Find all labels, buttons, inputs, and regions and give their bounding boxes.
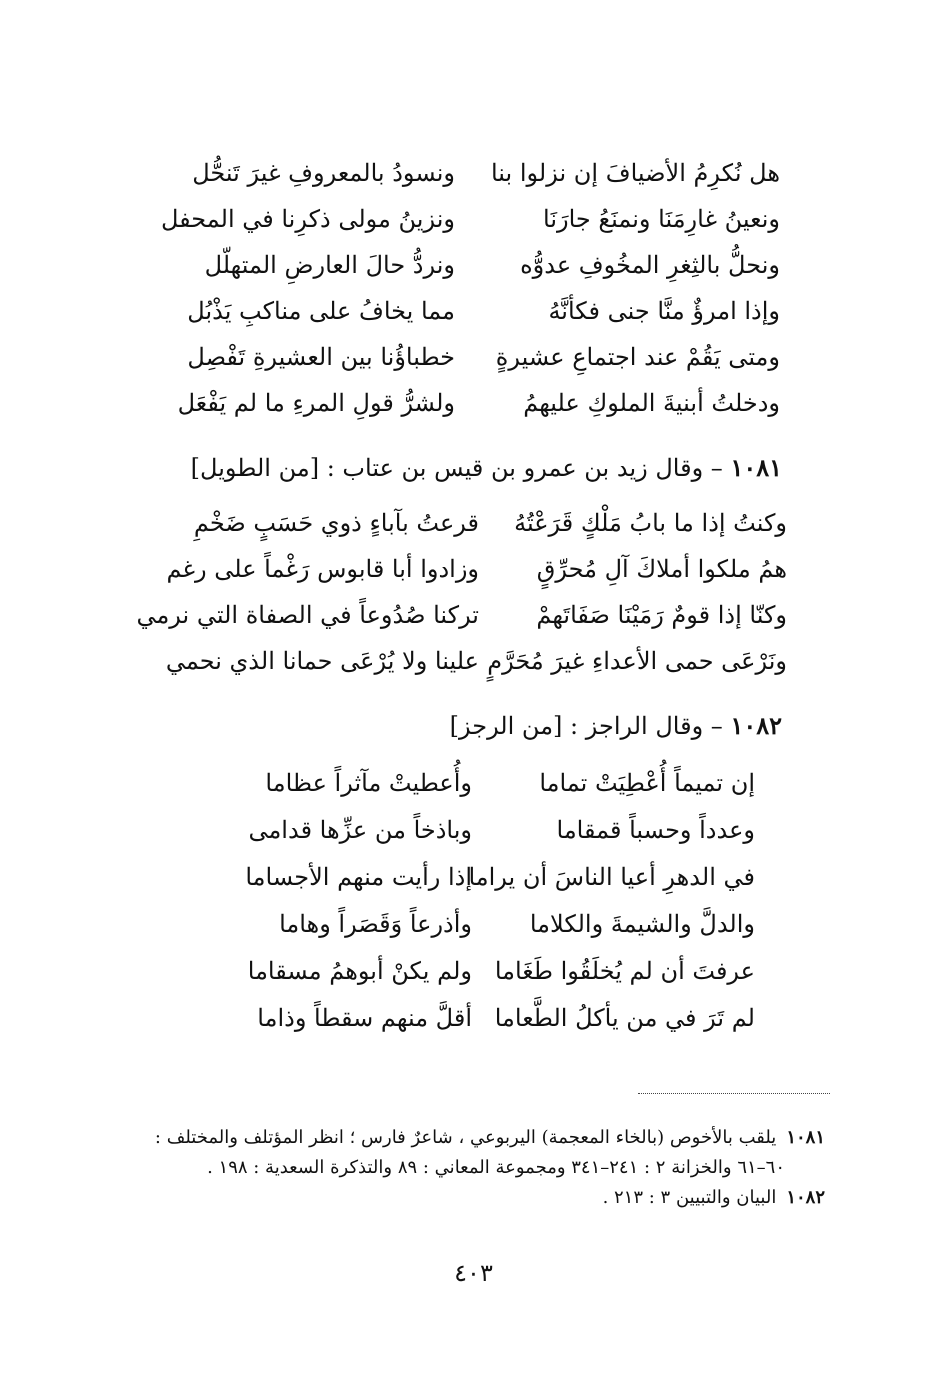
first-hemistich: وإذا امرؤٌ منَّا جنى فكأنَّهُ: [548, 297, 780, 325]
second-hemistich: ونزينُ مولى ذكرِنا في المحفل: [160, 205, 455, 233]
first-hemistich: وكنتُ إذا ما بابُ مَلْكٍ قَرَعْتُهُ: [514, 509, 787, 537]
first-hemistich: لم تَرَ في من يأكلُ الطَّعاما: [494, 1004, 755, 1032]
second-hemistich: ونسودُ بالمعروفِ غيرَ تَنحُّل: [192, 159, 455, 187]
first-hemistich: إن تميماً أُعْطِيَتْ تماما: [539, 769, 755, 797]
page-number: ٤٠٣: [454, 1259, 493, 1287]
verse-line: [136, 592, 787, 638]
verse-line: [187, 334, 780, 380]
verse-line: [177, 380, 780, 426]
footnote-1081: [115, 1123, 825, 1153]
second-hemistich: ولشرُّ قولِ المرءِ ما لم يَفْعَل: [177, 389, 455, 417]
first-hemistich: وعدداً وحسباً قمقاما: [556, 816, 755, 844]
second-hemistich: وأُعطيتْ مآثراً عظاما: [265, 769, 472, 797]
poem-1: [160, 150, 780, 426]
verse-line: [166, 546, 787, 592]
first-hemistich: في الدهرِ أعيا الناسَ أن يراما: [468, 863, 755, 891]
verse-line: [230, 760, 755, 807]
footnote-text: يلقب بالأخوص (بالخاء المعجمة) اليربوعي ، شاعرٌ فارس ؛ انظر المؤتلف والمختلف :: [154, 1127, 777, 1148]
verse-line: [160, 196, 780, 242]
footnote-number: ١٠٨٢: [786, 1187, 825, 1208]
footnote-number: ١٠٨١: [786, 1127, 825, 1148]
verse-line: [165, 638, 787, 684]
second-hemistich: وزادوا أبا قابوس رَغْماً على رغم: [166, 555, 479, 583]
footnote-text-continuation: ٦٠–٦١ والخزانة ٢ : ٢٤١–٣٤١ ومجموعة المعاني : ٨٩ والتذكرة السعدية : ١٩٨ .: [207, 1157, 785, 1178]
verse-line: [187, 288, 780, 334]
footnote-1082: [115, 1183, 825, 1213]
verse-line: [230, 901, 755, 948]
footnote-1081-continuation: [115, 1153, 825, 1183]
first-hemistich: ونَرْعَى حمى الأعداءِ غيرَ مُحَرَّمٍ: [487, 647, 787, 675]
first-hemistich: والدلَّ والشيمةَ والكلاما: [529, 910, 755, 938]
second-hemistich: أقلَّ منهم سقطاً وذاما: [257, 1004, 472, 1032]
section-heading-1082: [450, 706, 782, 746]
verse-line: [230, 995, 755, 1042]
second-hemistich: قرعتُ بآباءٍ ذوي حَسَبٍ ضَخْمِ: [193, 509, 479, 537]
second-hemistich: وباذخاً من عزِّها قدامى: [248, 816, 472, 844]
poem-2: [136, 500, 787, 684]
first-hemistich: ونعينُ غارِمَنَا ونمنَعُ جارَنَا: [543, 205, 780, 233]
section-intro: – وقال زيد بن عمرو بن قيس بن عتاب : [من الطويل]: [190, 454, 723, 482]
footnotes: [115, 1123, 825, 1213]
first-hemistich: ودخلتُ أبنيةَ الملوكِ عليهمُ: [523, 389, 780, 417]
second-hemistich: مما يخافُ على مناكبِ يَذْبُل: [187, 297, 455, 325]
second-hemistich: تركنا صُدُوعاً في الصفاة التي نرمي: [136, 601, 479, 629]
second-hemistich: ولم يكنْ أبوهمُ مسقاما: [247, 957, 472, 985]
verse-line: [230, 948, 755, 995]
second-hemistich: خطباؤُنا بين العشيرةِ تَفْصِل: [187, 343, 455, 371]
first-hemistich: ونحلُّ بالثِغرِ المخُوفِ عدوُّه: [520, 251, 780, 279]
verse-line: [192, 150, 780, 196]
verse-line: [200, 242, 780, 288]
second-hemistich: ونردُّ حالَ العارضِ المتهلّل: [204, 251, 455, 279]
first-hemistich: عرفتَ أن لم يُخلَقُوا طَغَاما: [494, 957, 755, 985]
verse-line: [190, 500, 787, 546]
second-hemistich: علينا ولا يُرْعَى حمانا الذي نحمي: [165, 647, 479, 675]
section-intro: – وقال الراجز : [من الرجز]: [449, 712, 723, 740]
second-hemistich: إذا رأيت منهم الأجساما: [245, 863, 472, 891]
section-number: ١٠٨٢: [730, 711, 782, 740]
second-hemistich: وأذرعاً وَقَصَراً وهاما: [279, 910, 472, 938]
footnote-text: البيان والتبيين ٣ : ٢١٣ .: [602, 1187, 777, 1208]
first-hemistich: ومتى يَقُمْ عند اجتماعِ عشيرةٍ: [495, 343, 780, 371]
section-number: ١٠٨١: [730, 453, 782, 482]
first-hemistich: هل نُكرِمُ الأضيافَ إن نزلوا بنا: [490, 159, 780, 187]
section-heading-1081: [191, 448, 782, 488]
footnote-separator: [638, 1093, 830, 1094]
first-hemistich: وكنّا إذا قومٌ رَمَيْنَا صَفَاتَهمْ: [536, 601, 787, 629]
verse-line: [230, 807, 755, 854]
poem-3: [230, 760, 755, 1042]
first-hemistich: همُ ملكوا أملاكَ آلِ مُحرِّقٍ: [536, 555, 787, 583]
verse-line: [230, 854, 755, 901]
